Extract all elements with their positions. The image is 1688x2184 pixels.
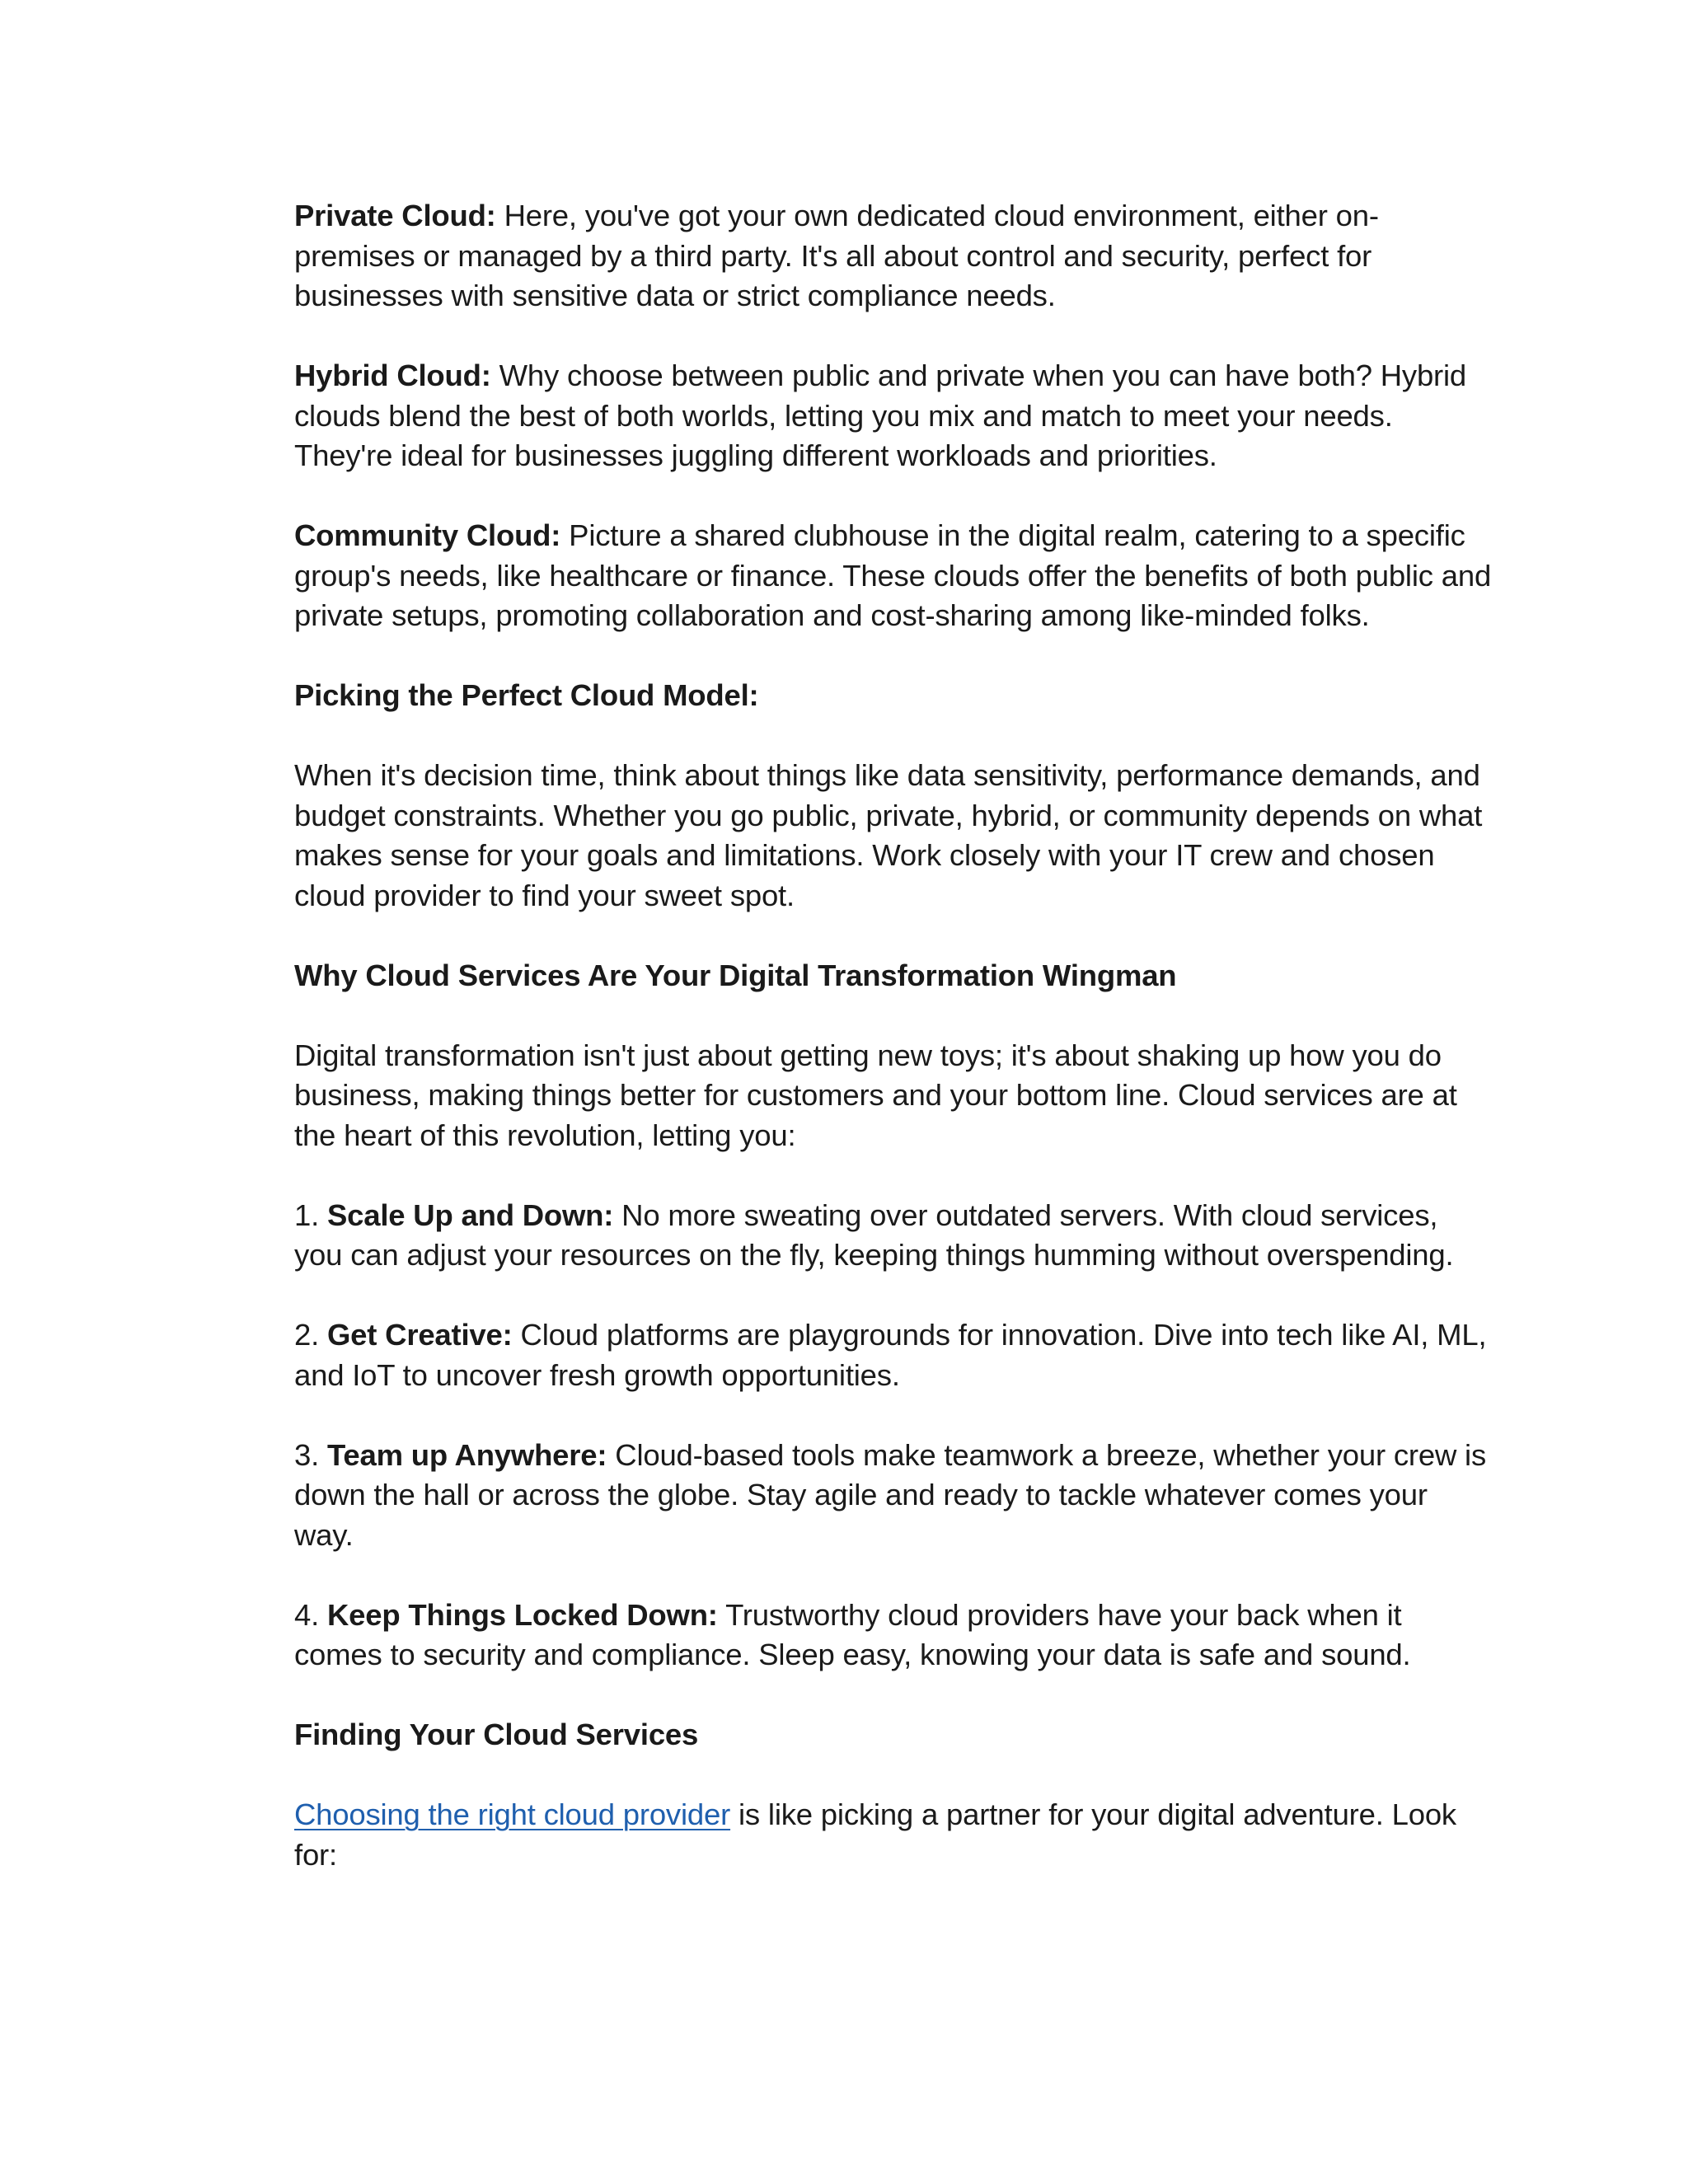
list-term-1: Scale Up and Down: [326,1197,614,1232]
list-number-3: 3. [294,1437,327,1472]
private-cloud-term: Private Cloud: [294,199,496,232]
list-item-2 [294,1315,1493,1395]
list-number-1: 1. [294,1197,327,1232]
wingman-body: Digital transformation isn't just about getting new toys; it's about shaking up how you do business, making things better for customers and your bottom line. Cloud services are at the heart of this revolution, letting you: [294,1038,1457,1152]
picking-heading: Picking the Perfect Cloud Model: [294,678,759,712]
document-page [294,196,1493,1915]
list-text-1: No more sweating over outdated servers. With cloud services, you can adjust your resources on the fly, keeping things humming without overspending. [294,1197,1454,1272]
finding-body-text: is like picking a partner for your digital adventure. Look for: [294,1797,1456,1872]
private-cloud-paragraph [294,196,1493,316]
list-item-1 [294,1196,1493,1276]
finding-body [294,1795,1493,1875]
list-item-3 [294,1436,1493,1556]
picking-body: When it's decision time, think about things like data sensitivity, performance demands, and budget constraints. Whether you go public, private, hybrid, or community depends on what makes sense for your goals and limitations. Work closely with your IT crew and chosen cloud provider to find your sweet spot. [294,758,1483,912]
wingman-heading: Why Cloud Services Are Your Digital Transformation Wingman [294,958,1177,992]
list-number-4: 4. [294,1597,327,1632]
list-term-4: Keep Things Locked Down: [326,1597,718,1632]
list-item-4 [294,1596,1493,1675]
hybrid-cloud-text: Why choose between public and private when you can have both? Hybrid clouds blend the best of both worlds, letting you mix and match to meet your needs. They're ideal for businesses juggling different workloads and priorities. [294,359,1467,472]
community-cloud-paragraph [294,516,1493,636]
list-number-2: 2. [294,1318,327,1352]
finding-heading: Finding Your Cloud Services [294,1718,699,1751]
cloud-provider-link[interactable]: Choosing the right cloud provider [294,1797,731,1831]
private-cloud-text: Here, you've got your own dedicated cloud environment, either on-premises or managed by a third party. It's all about control and security, perfect for businesses with sensitive data or strict compliance needs. [294,199,1379,312]
hybrid-cloud-term: Hybrid Cloud: [294,359,491,392]
list-text-4: Trustworthy cloud providers have your back when it comes to security and compliance. Sleep easy, knowing your data is safe and sound. [294,1597,1411,1671]
community-cloud-term: Community Cloud: [294,518,561,552]
hybrid-cloud-paragraph [294,356,1493,476]
list-text-3: Cloud-based tools make teamwork a breeze, whether your crew is down the hall or across the globe. Stay agile and ready to tackle whatever comes your way. [294,1437,1487,1552]
list-text-2: Cloud platforms are playgrounds for innovation. Dive into tech like AI, ML, and IoT to uncover fresh growth opportunities. [294,1318,1487,1392]
community-cloud-text: Picture a shared clubhouse in the digital realm, catering to a specific group's needs, like healthcare or finance. These clouds offer the benefits of both public and private setups, promoting collaboration and cost-sharing among like-minded folks. [294,518,1492,632]
list-term-2: Get Creative: [326,1318,513,1352]
list-term-3: Team up Anywhere: [326,1437,607,1472]
